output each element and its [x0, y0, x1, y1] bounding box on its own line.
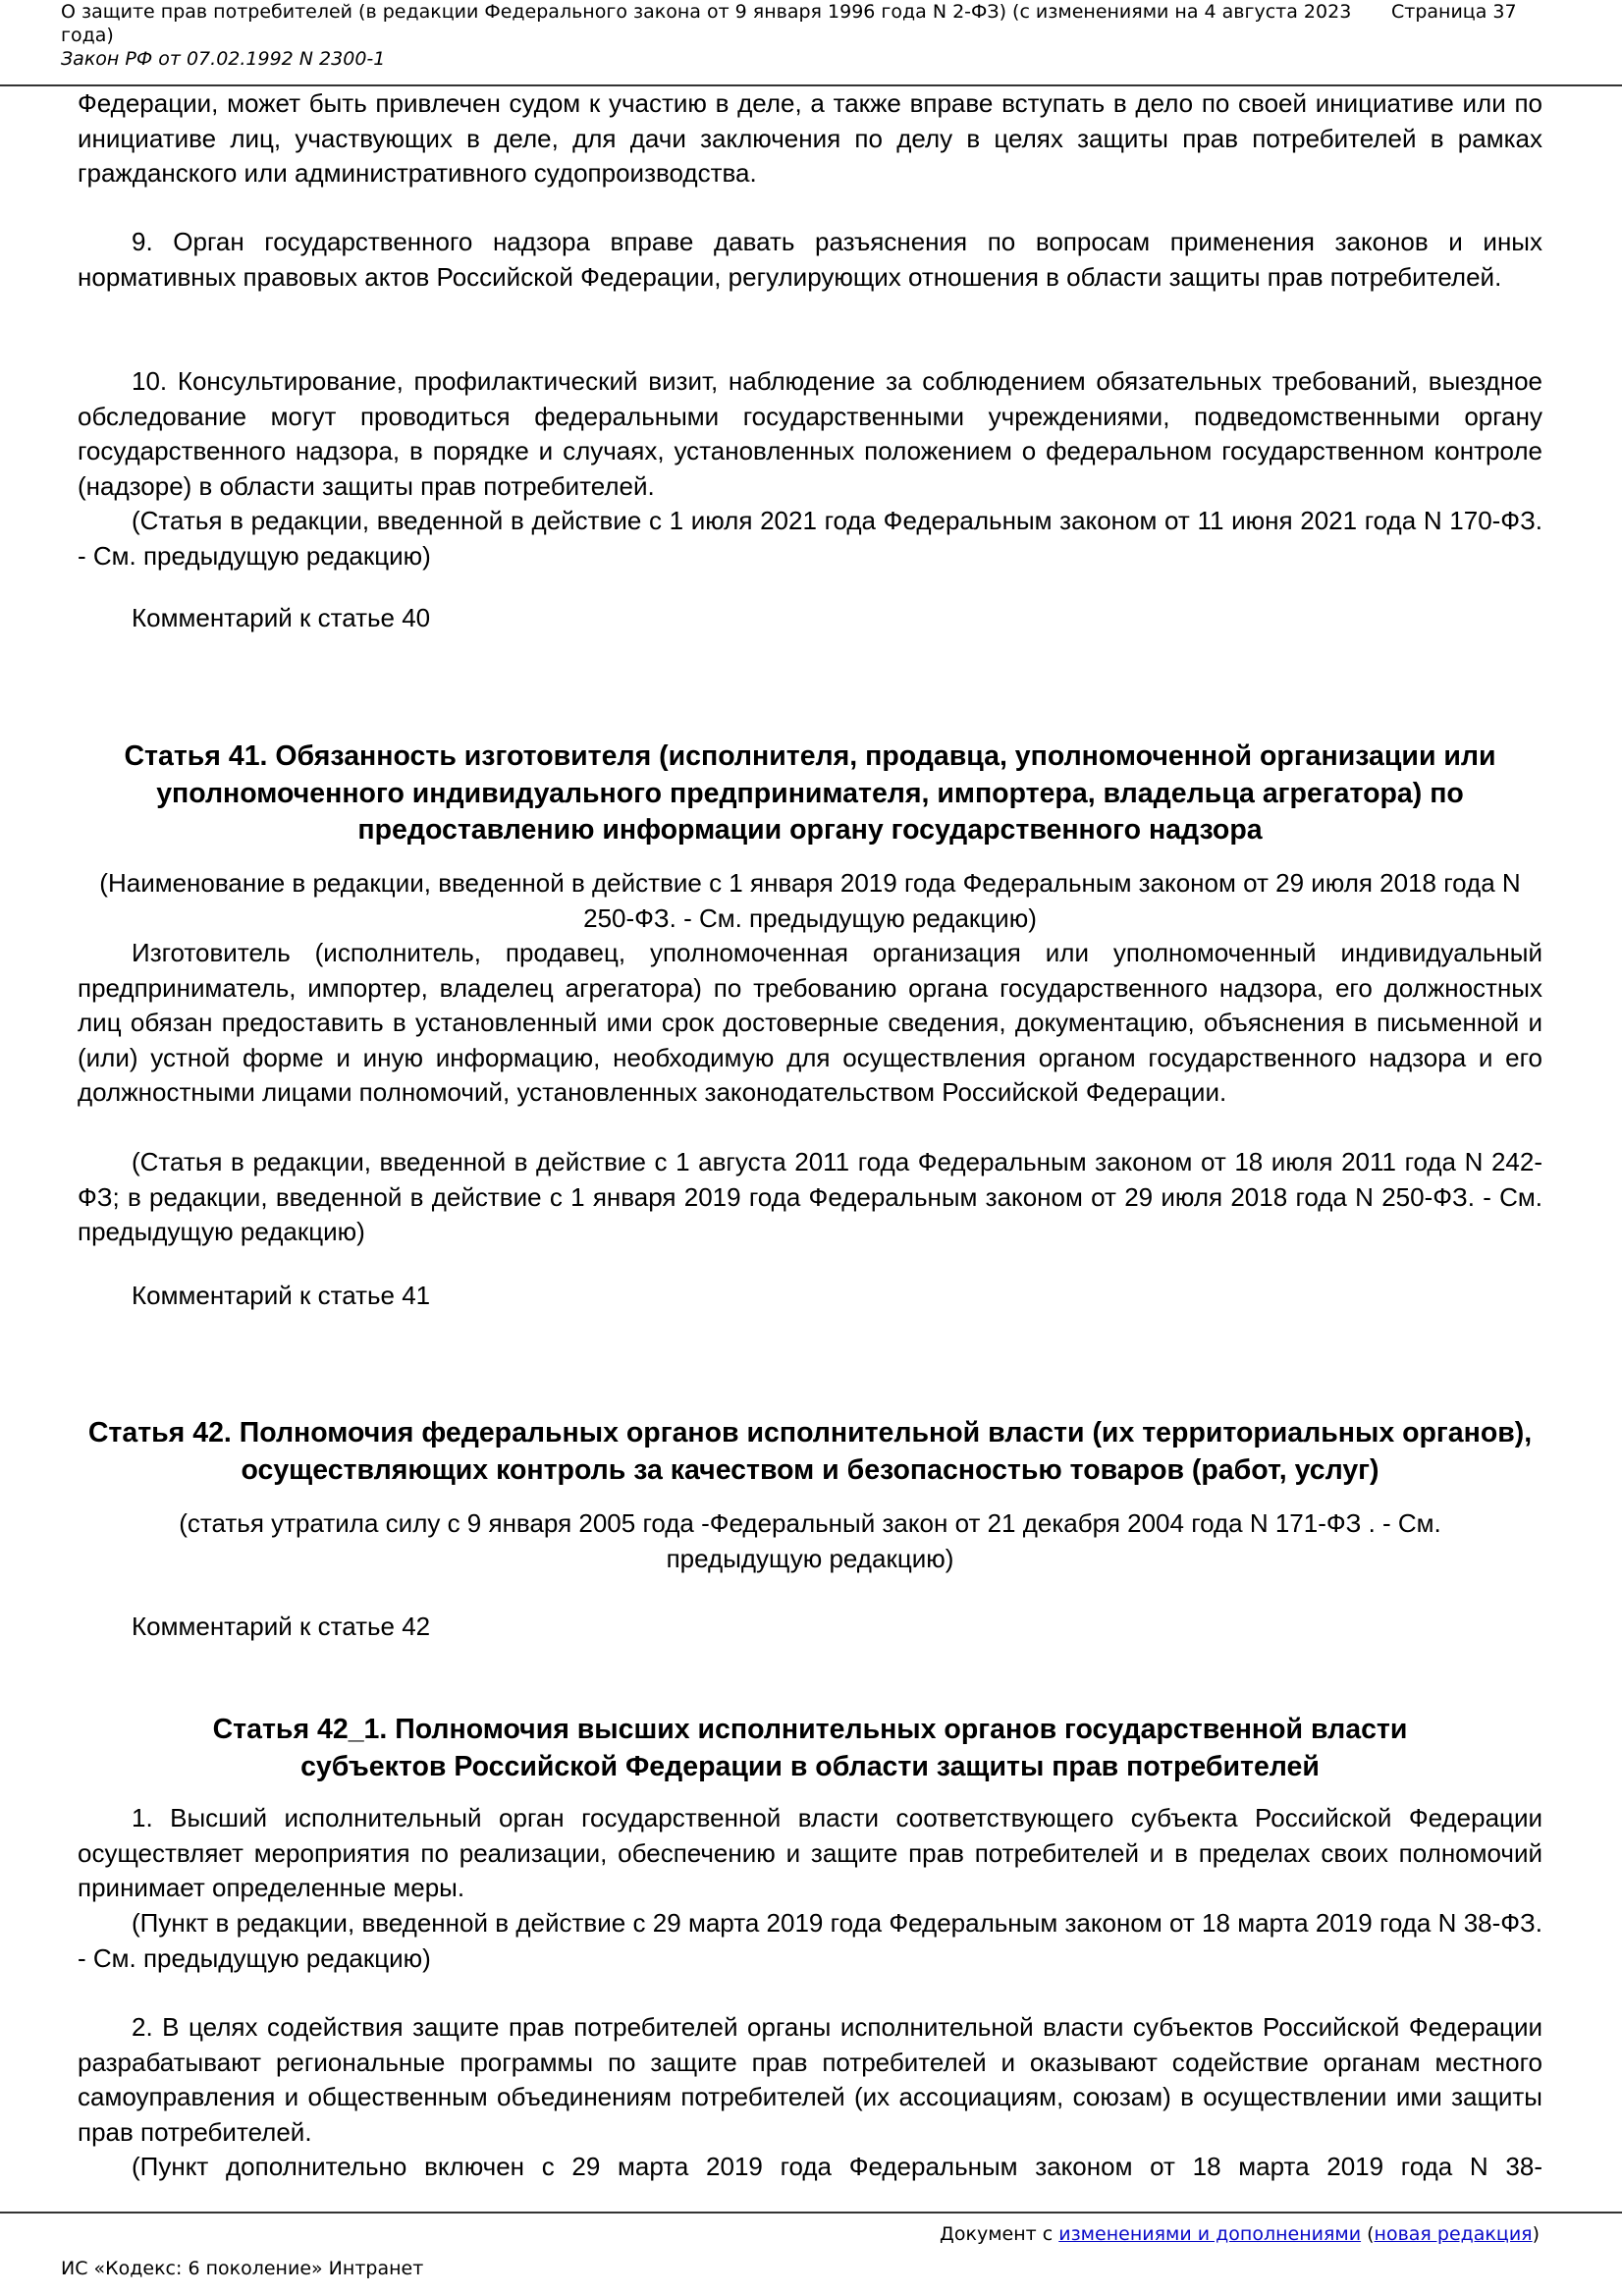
comment-link-article-40[interactable]: Комментарий к статье 40 — [132, 603, 431, 632]
article-42-1-heading: Статья 42_1. Полномочия высших исполнительных органов государственной власти субъектов Российской Федерации в области защиты прав потребителей — [212, 1714, 1408, 1782]
page-number: Страница 37 — [1391, 1, 1517, 23]
footer-prefix: Документ с — [940, 2223, 1059, 2245]
article-42-1-paragraph-2-note: (Пункт дополнительно включен с 29 марта 2019 года Федеральным законом от 18 марта 2019 года N 38- — [132, 2152, 1542, 2181]
article-41-body: Изготовитель (исполнитель, продавец, уполномоченная организация или уполномоченный индивидуальный предприниматель, импортер, владелец агрегатора) по требованию органа государственного надзора, его должностных лиц обязан предоставить в установленный ими срок достоверные сведения, документацию, объяснения в письменной и (или) устной форме и иную информацию, необходимую для осуществления органом государственного надзора и его должностными лицами полномочий, установленных законодательством Российской Федерации. — [78, 938, 1542, 1107]
document-title: О защите прав потребителей (в редакции Федерального закона от 9 января 1996 года N 2-ФЗ) (с изменениями на 4 августа 2023 года) — [61, 1, 1352, 46]
paragraph-continuation: Федерации, может быть привлечен судом к участию в деле, а также вправе вступать в дело по своей инициативе или по инициативе лиц, участвующих в деле, для дачи заключения по делу в целях защиты прав потребителей в рамках гражданского или административного судопроизводства. — [78, 88, 1542, 188]
paragraph-10-note: (Статья в редакции, введенной в действие с 1 июля 2021 года Федеральным законом от 11 июня 2021 года N 170-ФЗ. - См. предыдущую редакцию) — [78, 506, 1542, 571]
law-reference: Закон РФ от 07.02.1992 N 2300-1 — [61, 48, 386, 70]
footer-divider — [0, 2212, 1622, 2214]
comment-link-article-42[interactable]: Комментарий к статье 42 — [132, 1612, 431, 1641]
comment-link-article-41[interactable]: Комментарий к статье 41 — [132, 1281, 431, 1310]
paragraph-9: 9. Орган государственного надзора вправе давать разъяснения по вопросам применения законов и иных нормативных правовых актов Российской Федерации, регулирующих отношения в области защиты прав потребителей. — [78, 227, 1542, 292]
article-41-note: (Статья в редакции, введенной в действие с 1 августа 2011 года Федеральным законом от 18 июля 2011 года N 242-ФЗ; в редакции, введенной в действие с 1 января 2019 года Федеральным законом от 29 июля 2018 года N 250-ФЗ. - См. предыдущую редакцию) — [78, 1147, 1542, 1246]
footer-document-status — [940, 2222, 1540, 2246]
article-42-heading: Статья 42. Полномочия федеральных органов исполнительной власти (их территориальных органов), осуществляющих контроль за качеством и безопасностью товаров (работ, услуг) — [87, 1417, 1533, 1486]
article-41-heading: Статья 41. Обязанность изготовителя (исполнителя, продавца, уполномоченной организации или уполномоченного индивидуального предпринимателя, импортера, владельца агрегатора) по предоставлению информации органу государственного надзора — [124, 740, 1496, 846]
article-42-1-paragraph-2: 2. В целях содействия защите прав потребителей органы исполнительной власти субъектов Российской Федерации разрабатывают региональные программы по защите прав потребителей и оказывают содействие органам местного самоуправления и общественным объединениям потребителей (их ассоциациям, союзам) в осуществлении ими защиты прав потребителей. — [78, 2012, 1542, 2147]
changes-link[interactable]: изменениями и дополнениями — [1058, 2223, 1362, 2245]
footer-paren-open: ( — [1361, 2223, 1375, 2245]
paragraph-10: 10. Консультирование, профилактический визит, наблюдение за соблюдением обязательных требований, выездное обследование могут проводиться федеральными государственными учреждениями, подведомственными органу государственного надзора, в порядке и случаях, установленных положением о федеральном государственном контроле (надзоре) в области защиты прав потребителей. — [78, 366, 1542, 501]
article-41-subtitle: (Наименование в редакции, введенной в действие с 1 января 2019 года Федеральным законом от 29 июля 2018 года N 250-ФЗ. - См. предыдущую редакцию) — [99, 868, 1521, 933]
article-42-1-paragraph-1-note: (Пункт в редакции, введенной в действие с 29 марта 2019 года Федеральным законом от 18 марта 2019 года N 38-ФЗ. - См. предыдущую редакцию) — [78, 1908, 1542, 1973]
footer-system-name: ИС «Кодекс: 6 поколение» Интранет — [61, 2258, 424, 2279]
footer-paren-close: ) — [1532, 2223, 1541, 2245]
article-42-subtitle: (статья утратила силу с 9 января 2005 года -Федеральный закон от 21 декабря 2004 года N 171-ФЗ . - См. предыдущую редакцию) — [179, 1508, 1441, 1573]
new-edition-link[interactable]: новая редакция — [1374, 2223, 1533, 2245]
article-42-1-paragraph-1: 1. Высший исполнительный орган государственной власти соответствующего субъекта Российской Федерации осуществляет мероприятия по реализации, обеспечению и защите прав потребителей и в пределах своих полномочий принимает определенные меры. — [78, 1803, 1542, 1902]
